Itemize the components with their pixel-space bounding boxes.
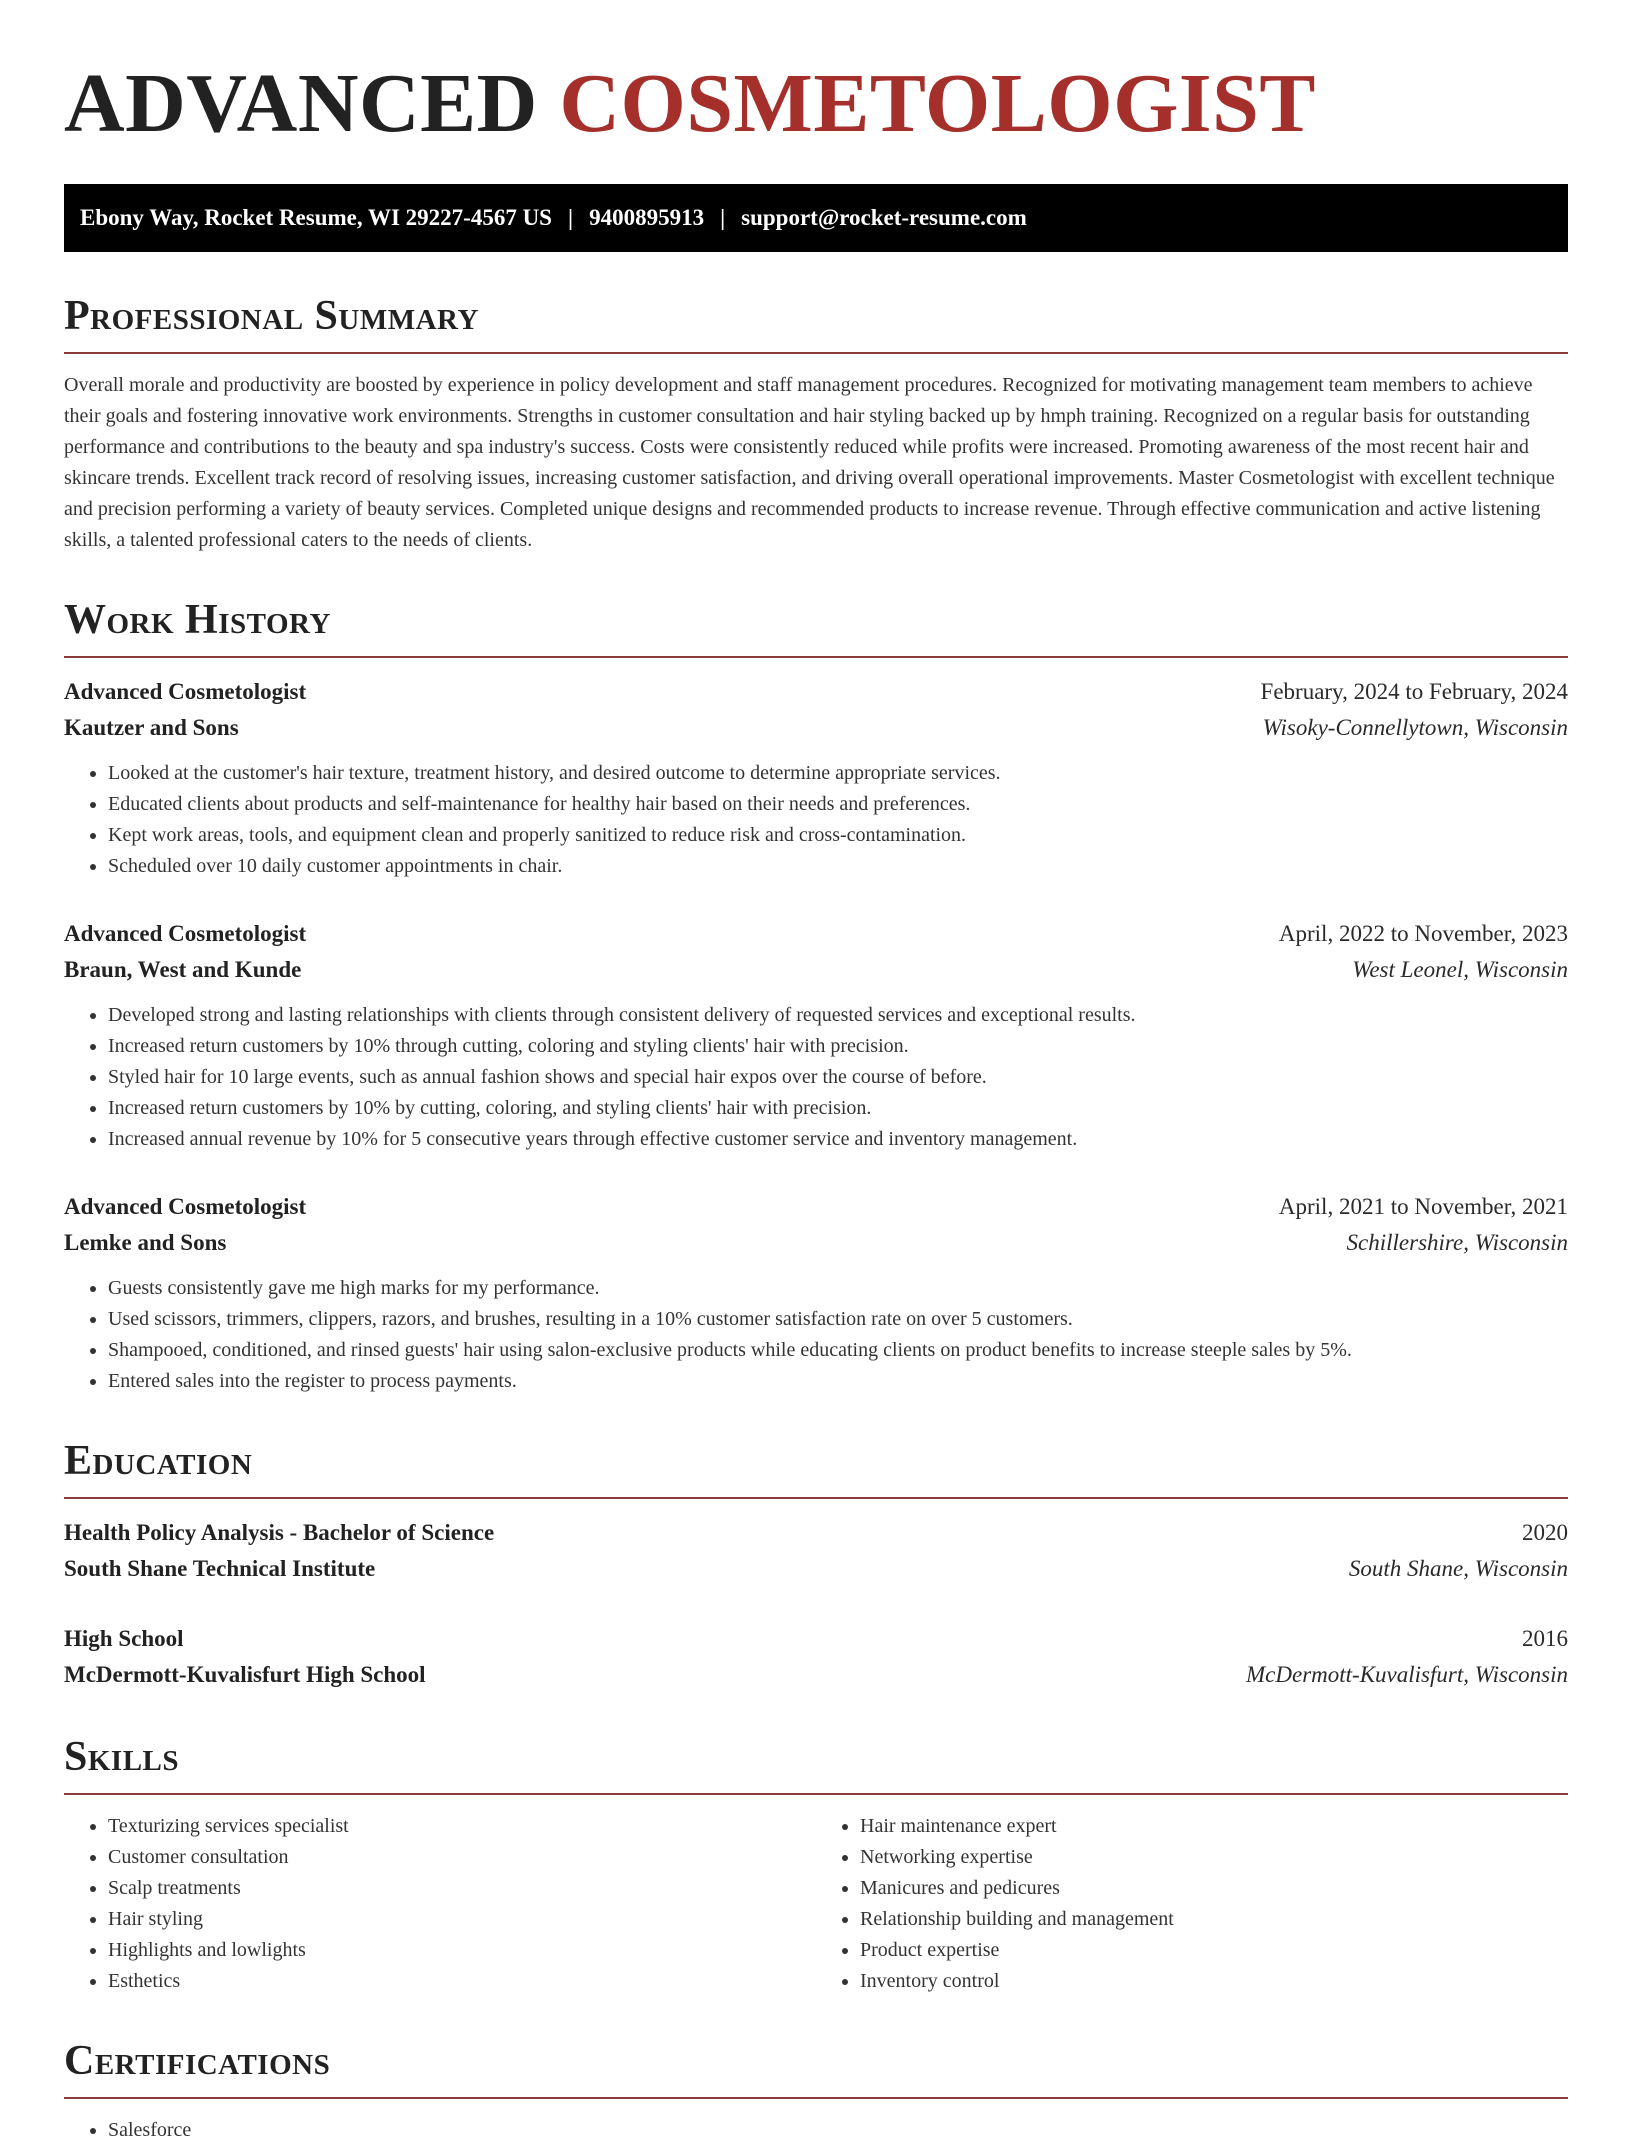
list-item: • Styled hair for 10 large events, such as annual fashion shows and special hair expos over the course of before. — [108, 1062, 1568, 1093]
list-item: • Esthetics — [108, 1966, 816, 1997]
company-name: Lemke and Sons — [64, 1230, 227, 1255]
list-item: • Networking expertise — [860, 1842, 1568, 1873]
section-divider — [64, 2097, 1568, 2099]
section-title-education: Education — [64, 1438, 253, 1484]
work-entry — [64, 1189, 1568, 1397]
contact-separator: | — [720, 205, 726, 230]
contact-phone: 9400895913 — [589, 205, 705, 230]
job-bullets — [64, 1273, 1568, 1397]
contact-address: Ebony Way, Rocket Resume, WI 29227-4567 US — [80, 205, 552, 230]
work-entry-subheader — [64, 1225, 1568, 1261]
list-item: • Increased annual revenue by 10% for 5 consecutive years through effective customer service and inventory management. — [108, 1124, 1568, 1155]
education-entry-subheader — [64, 1551, 1568, 1587]
list-item: • Looked at the customer's hair texture, treatment history, and desired outcome to determine appropriate services. — [108, 758, 1568, 789]
certifications-section — [64, 2037, 1568, 2146]
list-item: • Inventory control — [860, 1966, 1568, 1997]
job-location: West Leonel, Wisconsin — [1352, 957, 1568, 982]
job-bullets — [64, 758, 1568, 882]
work-entry-header — [64, 674, 1568, 710]
company-name: Kautzer and Sons — [64, 715, 239, 740]
list-item: • Shampooed, conditioned, and rinsed guests' hair using salon-exclusive products while educating clients on product benefits to increase steeple sales by 5%. — [108, 1335, 1568, 1366]
section-title-skills: Skills — [64, 1734, 180, 1780]
name-first: ADVANCED — [64, 57, 538, 150]
graduation-year: 2016 — [1522, 1626, 1568, 1651]
list-item: • Product expertise — [860, 1935, 1568, 1966]
section-divider — [64, 1793, 1568, 1795]
job-title: Advanced Cosmetologist — [64, 679, 307, 704]
education-section — [64, 1437, 1568, 1693]
skills-list-left — [64, 1811, 816, 1997]
work-entry-subheader — [64, 952, 1568, 988]
company-name: Braun, West and Kunde — [64, 957, 302, 982]
work-entry-subheader — [64, 710, 1568, 746]
list-item: • Texturizing services specialist — [108, 1811, 816, 1842]
list-item: • Kept work areas, tools, and equipment clean and properly sanitized to reduce risk and cross-contamination. — [108, 820, 1568, 851]
job-location: Wisoky-Connellytown, Wisconsin — [1262, 715, 1568, 740]
graduation-year: 2020 — [1522, 1520, 1568, 1545]
list-item: • Highlights and lowlights — [108, 1935, 816, 1966]
job-title: Advanced Cosmetologist — [64, 921, 307, 946]
skills-section — [64, 1733, 1568, 1997]
contact-separator: | — [567, 205, 574, 230]
job-dates: April, 2021 to November, 2021 — [1278, 1194, 1568, 1219]
school-name: South Shane Technical Institute — [64, 1556, 376, 1581]
degree-name: Health Policy Analysis - Bachelor of Science — [64, 1520, 495, 1545]
list-item: • Increased return customers by 10% by cutting, coloring, and styling clients' hair with precision. — [108, 1093, 1568, 1124]
summary-section — [64, 292, 1568, 556]
section-title-certifications: Certifications — [64, 2038, 331, 2084]
contact-bar — [64, 184, 1568, 252]
job-title: Advanced Cosmetologist — [64, 1194, 307, 1219]
summary-text: Overall morale and productivity are boosted by experience in policy development and staff management procedures. Recognized for motivating management team members to achieve their goals and fostering innovative work environments. Strengths in customer consultation and hair styling backed up by hmph training. Recognized on a regular basis for outstanding performance and contributions to the beauty and spa industry's success. Costs were consistently reduced while profits were increased. Promoting awareness of the most recent hair and skincare trends. Excellent track record of resolving issues, increasing customer satisfaction, and driving overall operational improvements. Master Cosmetologist with excellent technique and precision performing a variety of beauty services. Completed unique designs and recommended products to increase revenue. Through effective communication and active listening skills, a talented professional caters to the needs of clients. — [64, 374, 1555, 551]
section-title-work: Work History — [64, 597, 331, 643]
list-item: • Developed strong and lasting relationships with clients through consistent delivery of requested services and exceptional results. — [108, 1000, 1568, 1031]
school-location: South Shane, Wisconsin — [1348, 1556, 1568, 1581]
list-item: • Hair styling — [108, 1904, 816, 1935]
job-dates: April, 2022 to November, 2023 — [1278, 921, 1568, 946]
school-name: McDermott-Kuvalisfurt High School — [64, 1662, 426, 1687]
work-entry — [64, 916, 1568, 1155]
section-divider — [64, 352, 1568, 354]
education-entry-header — [64, 1621, 1568, 1657]
contact-email: support@rocket-resume.com — [741, 205, 1027, 230]
list-item: • Entered sales into the register to process payments. — [108, 1366, 1568, 1397]
list-item: • Customer consultation — [108, 1842, 816, 1873]
certifications-list — [64, 2115, 1568, 2146]
job-bullets — [64, 1000, 1568, 1155]
list-item: • Manicures and pedicures — [860, 1873, 1568, 1904]
work-history-section — [64, 596, 1568, 1397]
list-item: • Increased return customers by 10% through cutting, coloring and styling clients' hair with precision. — [108, 1031, 1568, 1062]
school-location: McDermott-Kuvalisfurt, Wisconsin — [1246, 1662, 1568, 1687]
section-title-summary: Professional Summary — [64, 293, 479, 339]
education-entry — [64, 1515, 1568, 1587]
list-item: • Used scissors, trimmers, clippers, razors, and brushes, resulting in a 10% customer satisfaction rate on over 5 customers. — [108, 1304, 1568, 1335]
list-item: • Guests consistently gave me high marks for my performance. — [108, 1273, 1568, 1304]
education-entry — [64, 1621, 1568, 1693]
list-item: • Salesforce — [108, 2115, 1568, 2146]
list-item: • Scalp treatments — [108, 1873, 816, 1904]
skills-columns — [64, 1811, 1568, 1997]
degree-name: High School — [64, 1626, 184, 1651]
list-item: • Scheduled over 10 daily customer appointments in chair. — [108, 851, 1568, 882]
name-second: COSMETOLOGIST — [559, 57, 1316, 150]
job-dates: February, 2024 to February, 2024 — [1260, 679, 1568, 704]
education-entry-header — [64, 1515, 1568, 1551]
list-item: • Relationship building and management — [860, 1904, 1568, 1935]
list-item: • Hair maintenance expert — [860, 1811, 1568, 1842]
work-entry — [64, 674, 1568, 882]
work-entry-header — [64, 1189, 1568, 1225]
work-entry-header — [64, 916, 1568, 952]
job-location: Schillershire, Wisconsin — [1346, 1230, 1568, 1255]
list-item: • Educated clients about products and self-maintenance for healthy hair based on their needs and preferences. — [108, 789, 1568, 820]
skills-list-right — [816, 1811, 1568, 1997]
education-entry-subheader — [64, 1657, 1568, 1693]
section-divider — [64, 1497, 1568, 1499]
resume-name — [64, 56, 1568, 152]
section-divider — [64, 656, 1568, 658]
